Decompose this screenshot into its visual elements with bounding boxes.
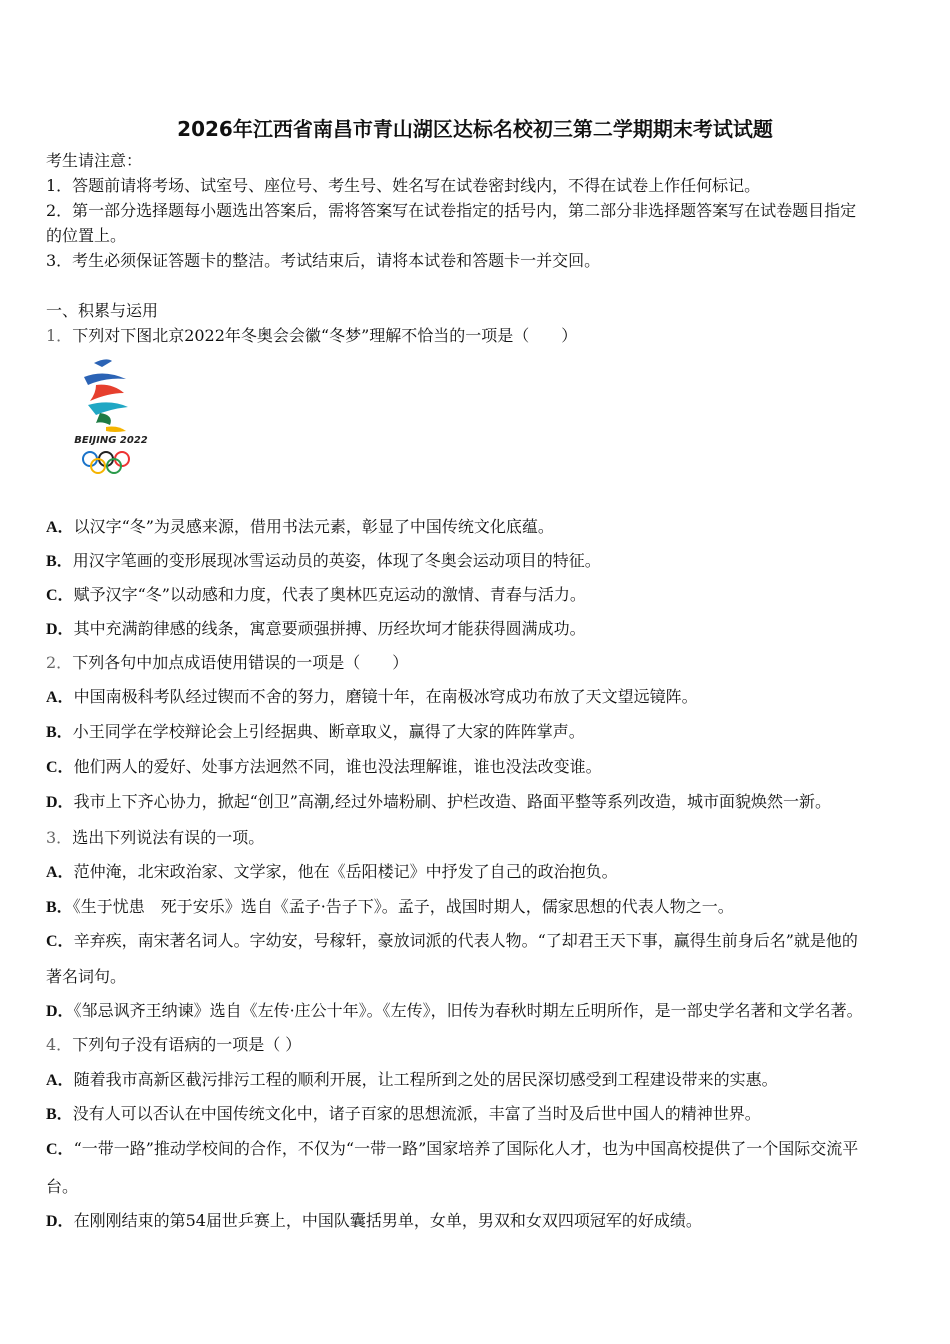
option-text: 随着我市高新区截污排污工程的顺利开展，让工程所到之处的居民深切感受到工程建设带来的实惠。 (73, 1070, 778, 1089)
option-label: A． (46, 689, 74, 706)
question-4-stem (46, 1035, 301, 1055)
section-heading: 一、积累与运用 (46, 301, 159, 320)
notice-heading: 考生请注意： (46, 151, 143, 170)
page-title: 2026年江西省南昌市青山湖区达标名校初三第二学期期末考试试题 (177, 117, 773, 141)
question-text: 选出下列说法有误的一项。 (72, 828, 265, 847)
option-line (46, 722, 585, 743)
beijing-2022-emblem (66, 355, 156, 485)
option-label: D． (46, 1003, 74, 1020)
option-text: 中国南极科考队经过锲而不舍的努力，磨镜十年，在南极冰穹成功布放了天文望远镜阵。 (73, 687, 698, 706)
option-line (46, 967, 126, 987)
option-text: 范仲淹，北宋政治家、文学家，他在《岳阳楼记》中抒发了自己的政治抱负。 (73, 862, 618, 881)
option-line (46, 897, 734, 918)
option-text: “一带一路”推动学校间的合作，不仅为“一带一路”国家培养了国际化人才，也为中国高校提供了一个国际交流平 (73, 1139, 859, 1158)
option-label: A． (46, 519, 74, 536)
option-text: 小王同学在学校辩论会上引经据典、断章取义，赢得了大家的阵阵掌声。 (72, 722, 585, 741)
option-line (46, 792, 831, 813)
notice-item: 的位置上。 (46, 226, 127, 245)
question-3-stem (46, 828, 264, 848)
question-2-stem (46, 653, 408, 673)
question-number: 3． (46, 828, 73, 847)
question-text: 下列各句中加点成语使用错误的一项是（ ） (72, 653, 409, 672)
option-label: D． (46, 794, 74, 811)
option-label: B． (46, 724, 73, 741)
option-line (46, 1211, 702, 1232)
option-text: 我市上下齐心协力，掀起“创卫”高潮,经过外墙粉刷、护栏改造、路面平整等系列改造，城市面貌焕然一新。 (73, 792, 832, 811)
question-number: 1． (46, 326, 73, 345)
emblem-text: BEIJING 2022 (74, 435, 148, 446)
option-label: A． (46, 1072, 74, 1089)
notice-item: 1．答题前请将考场、试室号、座位号、考生号、姓名写在试卷密封线内，不得在试卷上作任何标记。 (46, 176, 761, 195)
option-label: C． (46, 587, 74, 604)
question-1-stem (46, 326, 577, 346)
option-line (46, 931, 858, 952)
question-number: 4． (46, 1035, 73, 1054)
option-label: C． (46, 1141, 74, 1158)
option-line (46, 687, 698, 708)
option-text: 辛弃疾，南宋著名词人。字幼安，号稼轩，豪放词派的代表人物。“了却君王天下事，赢得生前身后名”就是他的 (73, 931, 858, 950)
notice-item: 2．第一部分选择题每小题选出答案后，需将答案写在试卷指定的括号内，第二部分非选择题答案写在试卷题目指定 (46, 201, 857, 220)
option-line (46, 1177, 78, 1197)
option-line (46, 1104, 761, 1125)
option-line (46, 619, 586, 640)
option-label: B． (46, 1106, 73, 1123)
option-label: D． (46, 621, 74, 638)
option-line (46, 757, 602, 778)
question-text: 下列对下图北京2022年冬奥会会徽“冬梦”理解不恰当的一项是（ ） (72, 326, 578, 345)
option-text: 其中充满韵律感的线条，寓意要顽强拼搏、历经坎坷才能获得圆满成功。 (73, 619, 586, 638)
option-text: 在刚刚结束的第54届世乒赛上，中国队囊括男单，女单，男双和女双四项冠军的好成绩。 (73, 1211, 702, 1230)
option-text: 著名词句。 (46, 967, 127, 986)
option-text: 《生于忧患 死于安乐》选自《孟子·告子下》。孟子，战国时期人，儒家思想的代表人物之一。 (72, 897, 734, 916)
question-number: 2． (46, 653, 73, 672)
option-text: 《邹忌讽齐王纳谏》选自《左传·庄公十年》。《左传》，旧传为春秋时期左丘明所作，是一部史学名著和文学名著。 (73, 1001, 863, 1020)
option-line (46, 1001, 863, 1022)
option-label: A． (46, 864, 74, 881)
option-line (46, 862, 618, 883)
option-text: 他们两人的爱好、处事方法迥然不同，谁也没法理解谁，谁也没法改变谁。 (73, 757, 602, 776)
option-label: D． (46, 1213, 74, 1230)
option-text: 用汉字笔画的变形展现冰雪运动员的英姿，体现了冬奥会运动项目的特征。 (72, 551, 601, 570)
option-line (46, 585, 586, 606)
option-label: C． (46, 933, 74, 950)
emblem-icon (66, 355, 156, 485)
option-label: B． (46, 553, 73, 570)
option-text: 以汉字“冬”为灵感来源，借用书法元素，彰显了中国传统文化底蕴。 (73, 517, 554, 536)
option-label: B． (46, 899, 73, 916)
option-line (46, 1139, 858, 1160)
option-line (46, 1070, 778, 1091)
option-text: 台。 (46, 1177, 79, 1196)
notice-item: 3．考生必须保证答题卡的整洁。考试结束后，请将本试卷和答题卡一并交回。 (46, 251, 601, 270)
question-text: 下列句子没有语病的一项是（ ） (72, 1035, 302, 1054)
option-label: C． (46, 759, 74, 776)
option-text: 没有人可以否认在中国传统文化中，诸子百家的思想流派，丰富了当时及后世中国人的精神世界。 (72, 1104, 761, 1123)
option-line (46, 551, 601, 572)
option-text: 赋予汉字“冬”以动感和力度，代表了奥林匹克运动的激情、青春与活力。 (73, 585, 586, 604)
option-line (46, 517, 554, 538)
